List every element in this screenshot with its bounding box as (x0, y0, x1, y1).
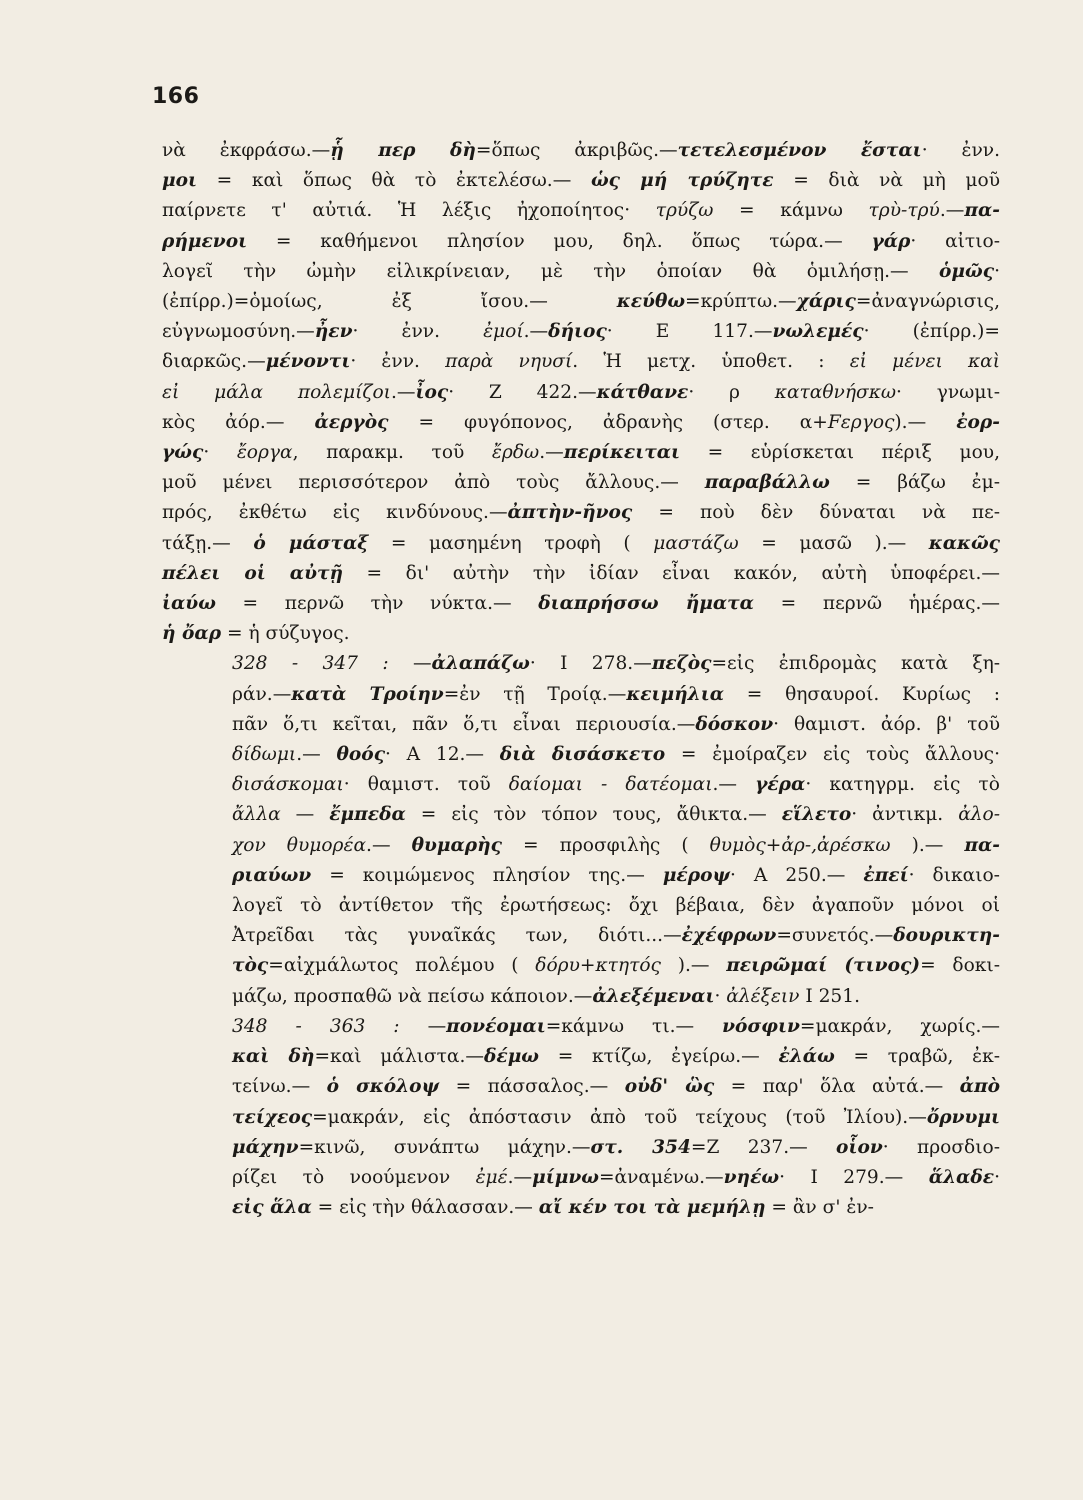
headword: ἐορ- (956, 411, 1000, 433)
text-line (162, 891, 1000, 921)
headword: πα- (964, 200, 1000, 222)
text-line (162, 378, 1000, 408)
headword: μάχην (232, 1136, 299, 1158)
gloss-text: = κοιμώμενος πλησίον της.— (311, 864, 663, 886)
headword: ἅλαδε (928, 1166, 995, 1188)
headword: ἀπτὴν-ῆνος (507, 502, 633, 524)
gloss-text: · (714, 985, 727, 1007)
text-line (162, 861, 1000, 891)
headword: κακῶς (928, 532, 1001, 554)
text-line (162, 136, 1000, 166)
headword: ἀπὸ (959, 1076, 1000, 1098)
text-line (162, 468, 1000, 498)
text-line (162, 196, 1000, 226)
gloss-text: .— (539, 442, 564, 464)
headword: ἡ ὄαρ (162, 623, 222, 645)
gloss-text: · Α 250.— (730, 864, 864, 886)
gloss-text: Ἀτρεῖδαι τὰς γυναῖκάς των, διότι...— (232, 925, 682, 947)
text-line (162, 1133, 1000, 1163)
gloss-text: · Ι 278.— (529, 653, 652, 675)
gloss-text: =συνετός.— (776, 925, 894, 947)
headword: ἐχέφρων (681, 925, 777, 947)
gloss-text: = βάζω ἐμ- (829, 472, 1001, 494)
gloss-text: = μασημένη τροφὴ ( (368, 532, 654, 554)
headword: μοι (162, 170, 198, 192)
headword: ἀλαπάζω (431, 653, 530, 675)
headword: ἀεργὸς (314, 411, 389, 433)
gloss-text: =μακράν, εἰς ἀπόστασιν ἀπὸ τοῦ τείχους (τοῦ Ἰλίου).— (312, 1106, 927, 1128)
headword: ὁ σκόλοψ (326, 1076, 440, 1098)
gloss-text: .— (366, 834, 412, 856)
gloss-text: =Ζ 237.— (690, 1136, 837, 1158)
italic-term: ἄλλα (232, 804, 281, 826)
gloss-text: · ρ (688, 381, 775, 403)
gloss-text: · (ἐπίρρ.)= (863, 321, 1000, 343)
headword: τείχεος (232, 1106, 313, 1128)
text-line (162, 1012, 1000, 1042)
headword: ὁμῶς (939, 260, 995, 282)
gloss-text: · ἐνν. (350, 351, 446, 373)
gloss-text: · Ε 117.— (606, 321, 773, 343)
gloss-text: = εἰς τὸν τόπον τους, ἄθικτα.— (405, 804, 782, 826)
headword: εἵλετο (781, 804, 852, 826)
text-line (162, 710, 1000, 740)
text-line (162, 982, 1000, 1012)
headword: οἷον (836, 1136, 883, 1158)
italic-term: δισάσκομαι (232, 774, 344, 796)
gloss-text: · (994, 260, 1000, 282)
headword: πειρῶμαί (τινος) (726, 955, 921, 977)
text-line (162, 951, 1000, 981)
headword: στ. 354 (590, 1136, 691, 1158)
gloss-text: =ὅπως ἀκριβῶς.— (475, 140, 678, 161)
text-line (162, 166, 1000, 196)
italic-term: μαστάζω (653, 532, 739, 554)
headword: περίκειται (563, 442, 681, 464)
text-line (162, 529, 1000, 559)
text-line (162, 589, 1000, 619)
gloss-text: διαρκῶς.— (162, 351, 266, 373)
gloss-text: Ι 251. (799, 985, 860, 1007)
gloss-text: = ἐμοίραζεν εἰς τοὺς ἄλλους· (665, 744, 1000, 766)
text-line (162, 347, 1000, 377)
gloss-text: τείνω.— (232, 1076, 327, 1098)
gloss-text: = εὑρίσκεται πέριξ μου, (680, 442, 1000, 464)
gloss-text: = καθήμενοι πλησίον μου, δηλ. ὅπως τώρα.— (247, 230, 872, 252)
text-line (162, 619, 1000, 649)
gloss-text: λογεῖ τὴν ὠμὴν εἰλικρίνειαν, μὲ τὴν ὁποίαν θὰ ὁμιλήσῃ.— (162, 260, 940, 282)
gloss-text: .— (296, 744, 337, 766)
paragraph (162, 1012, 1000, 1223)
headword: κειμήλια (626, 683, 725, 705)
headword: γάρ (871, 230, 911, 252)
gloss-text: — (280, 804, 330, 826)
gloss-text: =ἀναμένω.— (598, 1166, 724, 1188)
gloss-text: = ἂν σ' ἐν- (765, 1197, 874, 1219)
italic-term: εἰ μένει καὶ (849, 351, 1000, 373)
headword: τὸς (232, 955, 269, 977)
gloss-text: = δι' αὐτὴν τὴν ἰδίαν εἶναι κακόν, αὐτὴ ὑποφέρει.— (343, 562, 1000, 584)
headword: ρήμενοι (162, 230, 248, 252)
gloss-text: = πάσσαλος.— (439, 1076, 625, 1098)
gloss-text: · Ι 279.— (779, 1166, 929, 1188)
italic-term: ἐμέ (475, 1166, 508, 1188)
italic-term: τρύζω (655, 200, 714, 222)
gloss-text: ρίζει τὸ νοούμενον (232, 1166, 476, 1188)
gloss-text: =αἰχμάλωτος πολέμου ( (268, 955, 536, 977)
gloss-text: (ἐπίρρ.)=ὁμοίως, ἐξ ἴσου.— (162, 291, 617, 313)
italic-term: δαίομαι - δατέομαι (508, 774, 713, 796)
headword: ἐλάω (778, 1046, 835, 1068)
italic-term: παρὰ νηυσί (445, 351, 573, 373)
gloss-text: · ἐνν. (921, 140, 1000, 161)
gloss-text: · κατηγρμ. εἰς τὸ (805, 774, 1000, 796)
gloss-text: = τραβῶ, ἐκ- (834, 1046, 1001, 1068)
headword: κατὰ Τροίην (291, 683, 444, 705)
headword: διαπρήσσω ἤματα (538, 593, 754, 615)
gloss-text: = διὰ νὰ μὴ μοῦ (773, 170, 1000, 192)
gloss-text: =κάμνω τι.— (545, 1015, 723, 1037)
text-line (162, 257, 1000, 287)
text-line (162, 408, 1000, 438)
gloss-text: ράν.— (232, 683, 292, 705)
headword: νόσφιν (722, 1015, 800, 1037)
headword: πέλει οἱ αὐτῇ (162, 562, 344, 584)
headword: τετελεσμένον ἔσται (677, 140, 922, 161)
text-line (162, 287, 1000, 317)
gloss-text: = εἰς τὴν θάλασσαν.— (311, 1197, 539, 1219)
text-line (162, 1042, 1000, 1072)
headword: αἴ κέν τοι τὰ μεμήλῃ (538, 1197, 766, 1219)
text-line (162, 921, 1000, 951)
headword: ἦεν (314, 321, 353, 343)
gloss-text: · θαμιστ. τοῦ (343, 774, 509, 796)
gloss-text: · ἀντικμ. (851, 804, 959, 826)
gloss-text: = προσφιλὴς ( (502, 834, 710, 856)
headword: μίμνω (532, 1166, 599, 1188)
gloss-text: — (427, 1015, 447, 1037)
headword: ἶος (415, 381, 449, 403)
gloss-text: .— (939, 200, 965, 222)
headword: διὰ δισάσκετο (499, 744, 666, 766)
gloss-text: .— (523, 321, 549, 343)
headword: ριαύων (232, 864, 312, 886)
gloss-text: = καὶ ὅπως θὰ τὸ ἐκτελέσω.— (197, 170, 591, 192)
text-line (162, 1103, 1000, 1133)
gloss-text: λογεῖ τὸ ἀντίθετον τῆς ἐρωτήσεως: ὄχι βέβαια, δὲν ἀγαποῦν μόνοι οἱ (232, 895, 1000, 917)
italic-term: ἀλο- (958, 804, 1001, 826)
gloss-text: .— (507, 1166, 533, 1188)
headword: μένοντι (265, 351, 351, 373)
headword: δόσκον (695, 713, 774, 735)
italic-term: 348 - 363 : (232, 1015, 428, 1037)
gloss-text: · Α 12.— (385, 744, 500, 766)
gloss-text: · προσδιο- (882, 1136, 1000, 1158)
text-line (162, 438, 1000, 468)
gloss-text: = ποὺ δὲν δύναται νὰ πε- (632, 502, 1000, 524)
text-line (162, 649, 1000, 679)
headword: γώς (162, 442, 204, 464)
headword: παραβάλλω (704, 472, 830, 494)
gloss-text: = φυγόπονος, ἀδρανὴς (στερ. α+ (388, 411, 828, 433)
gloss-text: =κρύπτω.— (685, 291, 797, 313)
gloss-text: = μασῶ ).— (738, 532, 929, 554)
gloss-text: πρός, ἐκθέτω εἰς κινδύνους.— (162, 502, 508, 524)
headword: ἔμπεδα (329, 804, 406, 826)
commentary-text (162, 136, 1000, 1223)
italic-term: χον θυμορέα (232, 834, 367, 856)
headword: θυμαρὴς (411, 834, 502, 856)
italic-term: ἀλέξειν (726, 985, 800, 1007)
gloss-text: .— (390, 381, 416, 403)
headword: νωλεμές (772, 321, 864, 343)
gloss-text: νὰ ἐκφράσω.— (162, 140, 331, 161)
paragraph (162, 649, 1000, 1011)
gloss-text: · δικαιο- (908, 864, 1000, 886)
headword: οὐδ' ὣς (624, 1076, 715, 1098)
gloss-text: , παρακμ. τοῦ (292, 442, 492, 464)
italic-term: εἰ μάλα πολεμίζοι (162, 381, 391, 403)
text-line (162, 770, 1000, 800)
italic-term: ἐμοί (483, 321, 524, 343)
gloss-text: = περνῶ τὴν νύκτα.— (215, 593, 539, 615)
gloss-text: · γνωμι- (896, 381, 1000, 403)
headword: ἰαύω (162, 593, 216, 615)
gloss-text: · (203, 442, 237, 464)
text-line (162, 227, 1000, 257)
headword: καὶ δὴ (232, 1046, 315, 1068)
gloss-text: = θησαυροί. Κυρίως : (724, 683, 1000, 705)
italic-term: καταθνήσκω (774, 381, 897, 403)
gloss-text: = δοκι- (920, 955, 1000, 977)
gloss-text: = κτίζω, ἐγείρω.— (539, 1046, 779, 1068)
gloss-text: ).— (660, 955, 727, 977)
text-line (162, 680, 1000, 710)
page-number: 166 (152, 84, 200, 109)
headword: πα- (964, 834, 1000, 856)
gloss-text: = περνῶ ἡμέρας.— (754, 593, 1000, 615)
text-line (162, 317, 1000, 347)
gloss-text: =ἀναγνώρισις, (855, 291, 1000, 313)
headword: εἰς ἅλα (232, 1197, 312, 1219)
gloss-text: τάξῃ.— (162, 532, 254, 554)
text-line (162, 740, 1000, 770)
gloss-text: — (412, 653, 432, 675)
text-line (162, 831, 1000, 861)
headword: μέροψ (662, 864, 730, 886)
gloss-text: πᾶν ὅ,τι κεῖται, πᾶν ὅ,τι εἶναι περιουσία.— (232, 713, 696, 735)
text-line (162, 800, 1000, 830)
gloss-text: =μακράν, χωρίς.— (799, 1015, 1000, 1037)
headword: δουρικτη- (893, 925, 1000, 947)
italic-term: Fεργος (827, 411, 895, 433)
gloss-text: =ἐν τῇ Τροίᾳ.— (443, 683, 627, 705)
gloss-text: εὐγνωμοσύνη.— (162, 321, 315, 343)
headword: ὁ μάσταξ (253, 532, 369, 554)
headword: κάτθανε (596, 381, 689, 403)
gloss-text: = ἡ σύζυγος. (221, 623, 350, 645)
gloss-text: . Ἡ μετχ. ὑποθετ. : (572, 351, 850, 373)
italic-term: δόρυ+κτητός (535, 955, 661, 977)
gloss-text: =κινῶ, συνάπτω μάχην.— (298, 1136, 591, 1158)
italic-term: 328 - 347 : (232, 653, 413, 675)
italic-term: ἔρδω (491, 442, 540, 464)
gloss-text: · θαμιστ. ἀόρ. β' τοῦ (773, 713, 1000, 735)
gloss-text: =καὶ μάλιστα.— (314, 1046, 484, 1068)
headword: κεύθω (616, 291, 686, 313)
text-line (162, 1163, 1000, 1193)
gloss-text: =εἰς ἐπιδρομὰς κατὰ ξη- (711, 653, 1000, 675)
paragraph (162, 136, 1000, 649)
headword: ἐπεί (863, 864, 909, 886)
headword: ἀλεξέμεναι (592, 985, 715, 1007)
gloss-text: · ἐνν. (352, 321, 484, 343)
headword: δέμω (483, 1046, 540, 1068)
headword: θοός (336, 744, 386, 766)
headword: πεζὸς (651, 653, 712, 675)
headword: ὡς μή τρύζητε (590, 170, 774, 192)
headword: χάρις (796, 291, 856, 313)
gloss-text: ).— (890, 834, 965, 856)
italic-term: θυμὸς+ἀρ-,ἀρέσκω (709, 834, 891, 856)
gloss-text: = κάμνω (713, 200, 869, 222)
text-line (162, 559, 1000, 589)
gloss-text: ).— (894, 411, 957, 433)
italic-term: δίδωμι (232, 744, 297, 766)
headword: ὄρνυμι (926, 1106, 1000, 1128)
text-line (162, 1193, 1000, 1223)
italic-term: ἔοργα (236, 442, 293, 464)
italic-term: τρὺ-τρύ (868, 200, 940, 222)
headword: πονέομαι (446, 1015, 546, 1037)
gloss-text: = παρ' ὅλα αὐτά.— (714, 1076, 960, 1098)
gloss-text: · (994, 1166, 1000, 1188)
gloss-text: · αἰτιο- (910, 230, 1000, 252)
headword: γέρα (755, 774, 806, 796)
headword: δήιος (548, 321, 607, 343)
gloss-text: παίρνετε τ' αὐτιά. Ἡ λέξις ἠχοποίητος· (162, 200, 656, 222)
gloss-text: μοῦ μένει περισσότερον ἀπὸ τοὺς ἄλλους.— (162, 472, 705, 494)
gloss-text: .— (712, 774, 756, 796)
text-line (162, 498, 1000, 528)
text-line (162, 1072, 1000, 1102)
gloss-text: κὸς ἀόρ.— (162, 411, 315, 433)
gloss-text: · Ζ 422.— (448, 381, 597, 403)
gloss-text: μάζω, προσπαθῶ νὰ πείσω κάποιον.— (232, 985, 593, 1007)
headword: νηέω (723, 1166, 780, 1188)
headword: ᾗ περ δὴ (330, 140, 476, 161)
